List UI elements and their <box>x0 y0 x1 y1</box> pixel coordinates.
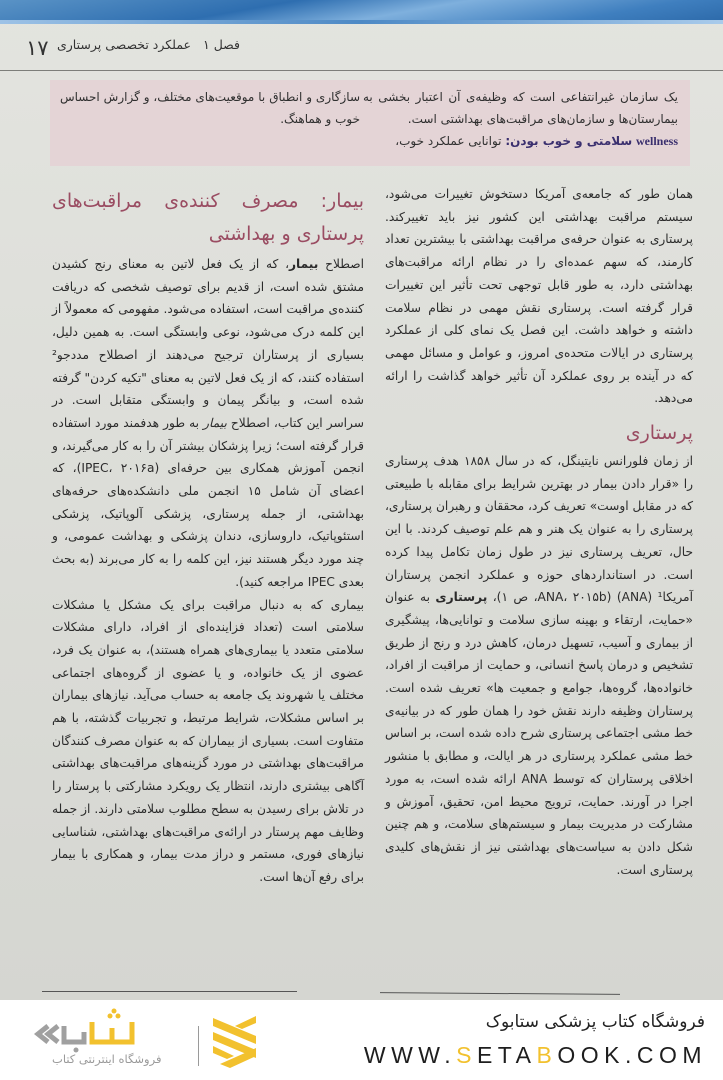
section-heading-patient: بیمار: مصرف کننده‌ی مراقبت‌های پرستاری و بهداشتی <box>52 190 364 245</box>
header-divider <box>0 70 723 71</box>
footnote-rule-left <box>42 991 297 992</box>
url-accent-letter: S <box>456 1042 477 1068</box>
text-run: از زمان فلورانس نایتینگل، که در سال ۱۸۵۸ هدف پرستاری را «قرار دادن بیمار در بهترین شرایط برای مقابله با طبیعتی که در مقابل اوست» تعریف کرد، محققان و رهبران پرستاری، پرستاری را به عنوان یک هنر و هم علم توصیف کردند. با این حال، تعریف پرستاری نیز در طول زمان تکامل پیدا کرده است. در استانداردهای حوزه و عملکرد انجمن پرستاران آمریکا¹ (ANA) (ANA، ۲۰۱۵b، ص ۱)، <box>385 454 693 605</box>
patient-paragraph-1 <box>52 253 364 594</box>
bold-term: بیمار <box>289 257 319 271</box>
text-run: ، که از یک فعل لاتین به معنای رنج کشیدن مشتق شده است، از قدیم برای توصیف شخصی که دریافت کننده‌ی مراقبت است، استفاده می‌شود. مفهومی که معمولاً از این کلمه درک می‌شود، نوعی وابستگی است. به همین دلیل، بسیاری از پرستاران ترجیح می‌دهند از اصطلاح مددجو² استفاده کنند، که از یک فعل لاتین به معنای "تکیه کردن" گرفته شده است، و بیانگر پیمان و وابستگی متقابل است. در سراسر این کتاب، اصطلاح <box>52 257 364 430</box>
page-number: ۱۷ <box>26 37 49 60</box>
glossary-term-fa: سلامتی و خوب بودن: <box>505 134 633 148</box>
store-url-link[interactable] <box>364 1042 707 1069</box>
decorative-top-band <box>0 0 723 24</box>
glossary-definition-cont: سازگاری و انطباق با موقعیت‌های مختلف، و گزارش احساس خوب و هماهنگ. <box>60 90 360 126</box>
glossary-left <box>60 86 360 130</box>
url-part: ETA <box>476 1042 537 1068</box>
nursing-paragraph <box>385 450 693 881</box>
running-head <box>56 37 240 52</box>
section-heading-nursing: پرستاری <box>625 422 693 445</box>
setabook-logo[interactable] <box>30 1008 280 1074</box>
left-column <box>52 185 364 889</box>
url-part: WWW. <box>363 1042 457 1068</box>
footnote-rule-right <box>380 992 620 995</box>
url-part: OOK.COM <box>557 1042 707 1068</box>
bold-term: پرستاری <box>435 590 488 605</box>
text-run: اصطلاح <box>318 257 364 271</box>
right-column <box>385 183 693 881</box>
logo-tagline: فروشگاه اینترنتی کتاب <box>52 1052 162 1066</box>
chapter-label: فصل ۱ <box>203 37 240 52</box>
text-run: به عنوان «حمایت، ارتقاء و بهینه سازی سلامت و توانایی‌ها، پیشگیری از بیماری و آسیب، تسهیل درمان، کاهش درد و رنج از طریق تشخیص و درمان پاسخ انسانی، و حمایت از مراقبت از افراد، خانواده‌ها، گروه‌ها، جوامع و جمعیت ها» تعریف شده است. پرستاران وظیفه دارند نقش خود را همان طور که در بیانیه‌ی خط مشی اجتماعی پرستاری شرح داده شده است، بر اساس خط مشی عملکرد پرستاری در هر ایالت، و مطابق با منشور اخلاقی پرستاران که توسط ANA ارائه شده است، به مورد اجرا در آورند. حمایت، ترویج محیط امن، تحقیق، آموزش و مشارکت در مدیریت بیمار و سیستم‌های سلامت، و هم چنین شکل دادن به سیاست‌های بهداشتی نیز از نقش‌های کلیدی پرستاری است. <box>385 590 693 877</box>
text-run: به طور هدفمند مورد استفاده قرار گرفته است؛ زیرا پزشکان بیشتر آن را به کار می‌گیرند، و انجمن آموزش همکاری بین حرفه‌ای (IPEC، ۲۰۱۶a)، که اعضای آن شامل ۱۵ انجمن ملی دانشکده‌های حرفه‌های بهداشتی، از جمله پرستاری، پزشکی آلوپاتیک، پزشکی استئوپاتیک، داروسازی، دندان پزشکی و بهداشت عمومی، و چند مورد دیگر هستند نیز، این کلمه را به کار می‌برند (به بحث بعدی IPEC مراجعه کنید). <box>52 415 364 589</box>
page-header <box>0 24 723 70</box>
store-footer-banner <box>0 1000 723 1080</box>
italic-term: بیمار <box>203 415 227 430</box>
glossary-term-en: wellness <box>636 134 678 148</box>
intro-paragraph: همان طور که جامعه‌ی آمریکا دستخوش تغییرات می‌شود، سیستم مراقبت بهداشتی این کشور نیز باید تغییرکند. پرستاری به عنوان حرفه‌ی مراقبت بهداشتی با بیشترین تعداد کارمند، که سهم عمده‌ای را در نظام ارائه مراقبت‌های بهداشتی دارد، به طور قابل توجهی تحت تأثیر این تغییرات قرار گرفته است. پرستاری نقش مهمی در نظام سلامت داشته و خواهد داشت. این فصل یک نمای کلی از عملکرد پرستاری در ایالات متحده‌ی امروز، و عوامل و مسائل مهمی که در آینده بر روی عملکرد آن تأثیر خواهد گذاشت را ارائه می‌دهد. <box>385 187 693 406</box>
glossary-definition: توانایی عملکرد خوب، <box>395 134 506 148</box>
glossary-right <box>363 86 678 152</box>
logo-divider <box>198 1026 199 1066</box>
store-title: فروشگاه کتاب پزشکی ستابوک <box>485 1012 705 1032</box>
chapter-title: عملکرد تخصصی پرستاری <box>56 37 192 52</box>
glossary-text: یک سازمان غیرانتفاعی است که وظیفه‌ی آن اعتبار بخشی به بیمارستان‌ها و سازمان‌های مراقبت‌های بهداشتی است. <box>363 90 678 126</box>
url-accent-letter: B <box>536 1042 558 1068</box>
patient-paragraph-2: بیماری که به دنبال مراقبت برای یک مشکل یا مشکلات سلامتی است (تعداد فزاینده‌ای از افراد، دارای مشکلات سلامتی متعدد یا بیماری‌های همراه هستند)، به عنوان یک فرد، عضوی از یک خانواده، و یا عضوی از گروه‌های اجتماعی مختلف یا شهروند یک جامعه به حساب می‌آید. نیازهای بیماران بر اساس مشکلات، شرایط مرتبط، و تجربیات گذشته، با هم متفاوت است. بسیاری از بیماران که به عنوان مصرف کنندگان مراقبت‌های بهداشتی در مورد گزینه‌های مراقبت‌های بهداشتی آگاهی بیشتری دارند، انتظار یک رویکرد مشارکتی با پرستار را در تلاش برای رسیدن به سطح مطلوب سلامتی دارند. از جمله وظایف مهم پرستار در ارائه‌ی مراقبت‌های بهداشتی، شناسایی نیازهای فوری، مستمر و دراز مدت بیمار، و همکاری با بیمار برای رفع آن‌ها است. <box>52 597 364 884</box>
glossary-box <box>50 80 690 166</box>
